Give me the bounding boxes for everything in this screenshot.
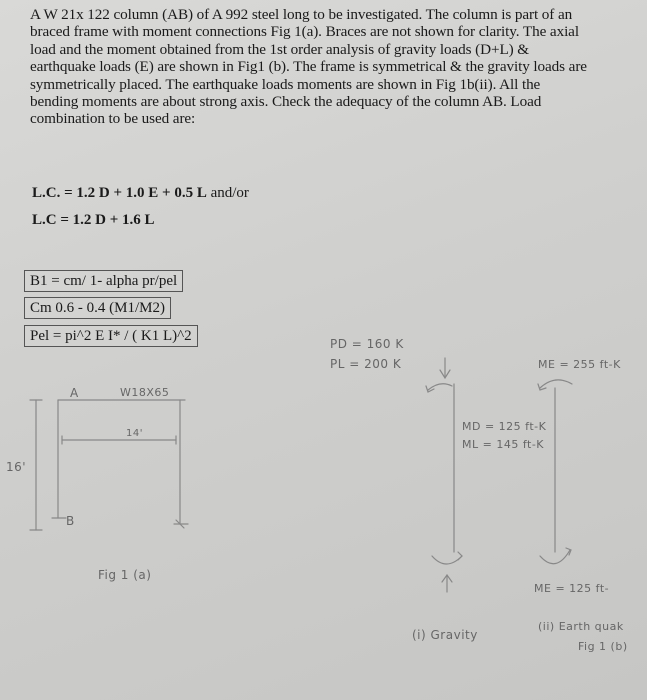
beam-label: W18X65 [120, 386, 170, 399]
moment-arc-top [428, 384, 452, 390]
fig-b-caption: Fig 1 (b) [578, 640, 628, 653]
formula-pel: Pel = pi^2 E I* / ( K1 L)^2 [24, 325, 198, 347]
gravity-caption: (i) Gravity [412, 628, 478, 642]
label-a: A [70, 386, 79, 400]
earthquake-moment-arc-top [540, 380, 572, 388]
me-bottom-label: ME = 125 ft- [534, 582, 610, 595]
label-b: B [66, 514, 75, 528]
formula-cm: Cm 0.6 - 0.4 (M1/M2) [24, 297, 171, 319]
pd-label: PD = 160 K [330, 337, 404, 351]
height-label: 16' [6, 460, 27, 474]
load-combination-1-suffix: and/or [206, 185, 249, 201]
formula-b1: B1 = cm/ 1- alpha pr/pel [24, 270, 183, 292]
span-label: 14' [126, 428, 143, 439]
md-label: MD = 125 ft-K [462, 420, 547, 433]
earthquake-caption: (ii) Earth quak [538, 620, 624, 633]
me-top-label: ME = 255 ft-K [538, 358, 621, 371]
load-combination-2-formula: L.C = 1.2 D + 1.6 L [32, 212, 155, 228]
pl-label: PL = 200 K [330, 357, 402, 371]
fig-a-caption: Fig 1 (a) [98, 568, 152, 582]
problem-statement: A W 21x 122 column (AB) of A 992 steel long to be investigated. The column is part of an braced frame with moment connections Fig 1(a). Braces are not shown for clarity. The axial load and the moment obtained from the 1st order analysis of gravity loads (D+L) & earthquake loads (E) are shown in Fig1 (b). The frame is symmetrical & the gravity loads are symmetrically placed. The earthquake loads moments are shown in Fig 1b(ii). All the bending moments are about strong axis. Check the adequacy of the column AB. Load combination to be used are: [30, 6, 587, 128]
load-combination-1-formula: L.C. = 1.2 D + 1.0 E + 0.5 L [32, 185, 207, 201]
ml-label: ML = 145 ft-K [462, 438, 544, 451]
